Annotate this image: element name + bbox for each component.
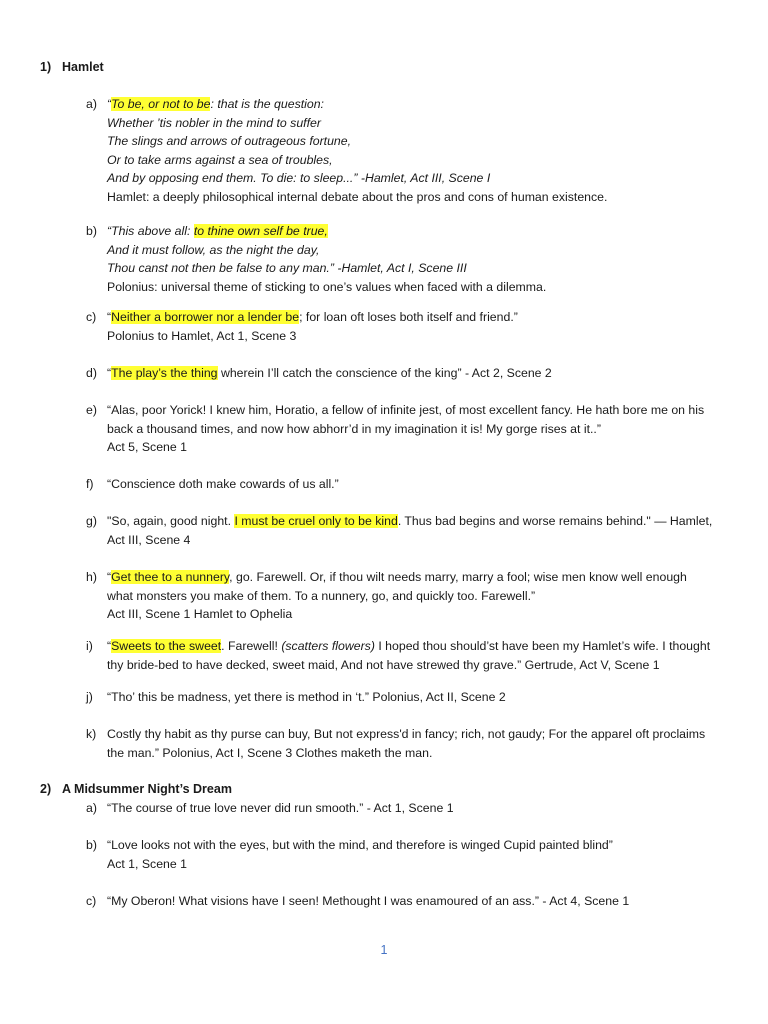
- text-segment: the man.” Polonius, Act I, Scene 3 Clothes maketh the man.: [107, 745, 433, 760]
- text-segment: “The course of true love never did run smooth.” - Act 1, Scene 1: [107, 801, 454, 815]
- quote-text: [107, 892, 732, 911]
- text-line: [107, 799, 732, 818]
- text-line: [107, 420, 732, 439]
- quote-text: [107, 364, 732, 383]
- text-segment: Act III, Scene 4: [107, 532, 191, 547]
- text-segment: (scatters flowers): [281, 639, 375, 653]
- text-line: [107, 688, 732, 707]
- quote-text: [107, 401, 732, 457]
- text-segment: And by opposing end them. To die: to sleep...” -Hamlet, Act III, Scene I: [107, 171, 491, 185]
- highlighted-phrase: Sweets to the sweet: [111, 639, 222, 653]
- text-segment: wherein I’ll catch the conscience of the king” - Act 2, Scene 2: [217, 366, 552, 380]
- text-line: [107, 308, 732, 327]
- text-segment: Hamlet: a deeply philosophical internal debate about the pros and cons of human existence.: [107, 189, 608, 204]
- section-title: Hamlet: [62, 60, 104, 74]
- text-segment: “Conscience doth make cowards of us all.”: [107, 477, 339, 491]
- item-label: g): [86, 514, 97, 528]
- text-line: [107, 587, 732, 606]
- text-segment: : that is the question:: [210, 97, 324, 111]
- text-segment: Or to take arms against a sea of troubles,: [107, 152, 333, 167]
- quote-item: [86, 364, 732, 383]
- text-segment: what monsters you make of them. To a nunnery, go, and quickly too. Farewell.”: [107, 588, 536, 603]
- item-label: a): [86, 801, 97, 815]
- item-label: d): [86, 366, 97, 380]
- text-line: [107, 95, 732, 114]
- section-title: A Midsummer Night’s Dream: [62, 782, 232, 796]
- text-line: [107, 892, 732, 911]
- highlighted-phrase: Neither a borrower nor a lender be: [111, 310, 300, 324]
- item-label: b): [86, 838, 97, 852]
- section-heading-hamlet: [40, 60, 104, 74]
- item-label: c): [86, 310, 97, 324]
- text-line: [107, 401, 732, 420]
- text-segment: thy bride-bed to have decked, sweet maid, And not have strewed thy grave.” Gertrude, Act V, Scene 1: [107, 657, 660, 672]
- text-line: [107, 512, 732, 531]
- page-number: 1: [380, 943, 388, 957]
- item-label: j): [86, 690, 93, 704]
- quote-text: [107, 637, 732, 674]
- text-segment: Polonius to Hamlet, Act 1, Scene 3: [107, 328, 297, 343]
- text-line: [107, 855, 732, 874]
- text-segment: “: [107, 570, 112, 584]
- text-segment: “Love looks not with the eyes, but with the mind, and therefore is winged Cupid painted blind”: [107, 838, 613, 852]
- text-line: [107, 836, 732, 855]
- quote-text: [107, 568, 732, 624]
- text-segment: “Tho’ this be madness, yet there is method in ‘t.” Polonius, Act II, Scene 2: [107, 690, 506, 704]
- text-segment: “My Oberon! What visions have I seen! Methought I was enamoured of an ass.” - Act 4, Scene 1: [107, 894, 630, 908]
- quote-text: [107, 688, 732, 707]
- quote-item: [86, 637, 732, 674]
- highlighted-phrase: Get thee to a nunnery: [111, 570, 230, 584]
- text-segment: . Farewell!: [221, 639, 282, 653]
- section-heading-midsummer: [40, 782, 232, 796]
- text-segment: “: [107, 97, 112, 111]
- quote-item: [86, 475, 732, 494]
- text-segment: “: [107, 639, 112, 653]
- quote-text: [107, 799, 732, 818]
- highlighted-phrase: I must be cruel only to be kind: [234, 514, 398, 528]
- text-segment: I hoped thou should’st have been my Hamlet’s wife. I thought: [374, 639, 711, 653]
- item-label: b): [86, 224, 97, 238]
- text-segment: . Thus bad begins and worse remains behind." — Hamlet,: [397, 514, 713, 528]
- text-line: [107, 278, 732, 297]
- text-line: [107, 531, 732, 550]
- text-segment: Act 1, Scene 1: [107, 856, 187, 871]
- item-label: h): [86, 570, 97, 584]
- text-line: [107, 744, 732, 763]
- quote-item: [86, 725, 732, 762]
- highlighted-phrase: to thine own self be true,: [193, 224, 328, 238]
- text-line: [107, 605, 732, 624]
- quote-item: [86, 799, 732, 818]
- text-segment: Costly thy habit as thy purse can buy, But not express'd in fancy; rich, not gaudy; For the apparel oft proclaims: [107, 727, 706, 741]
- item-label: a): [86, 97, 97, 111]
- section-number: 1): [40, 60, 52, 74]
- text-segment: Act III, Scene 1 Hamlet to Ophelia: [107, 607, 293, 621]
- text-segment: Act 5, Scene 1: [107, 440, 187, 454]
- quote-item: [86, 308, 732, 345]
- text-line: [107, 222, 732, 241]
- text-line: [107, 725, 732, 744]
- quote-text: [107, 95, 732, 206]
- quote-text: [107, 512, 732, 549]
- item-label: i): [86, 639, 93, 653]
- quote-item: [86, 892, 732, 911]
- text-segment: “: [107, 366, 112, 380]
- text-line: [107, 475, 732, 494]
- text-segment: Thou canst not then be false to any man.” -Hamlet, Act I, Scene III: [107, 261, 467, 275]
- text-line: [107, 132, 732, 151]
- item-label: k): [86, 727, 97, 741]
- text-line: [107, 114, 732, 133]
- text-line: [107, 259, 732, 278]
- quote-item: [86, 222, 732, 296]
- text-line: [107, 188, 732, 207]
- text-line: [107, 637, 732, 656]
- item-label: f): [86, 477, 94, 491]
- quote-text: [107, 836, 732, 873]
- quote-text: [107, 222, 732, 296]
- text-line: [107, 364, 732, 383]
- text-line: [107, 656, 732, 675]
- section-number: 2): [40, 782, 52, 796]
- text-line: [107, 241, 732, 260]
- quote-text: [107, 475, 732, 494]
- quote-item: [86, 568, 732, 624]
- text-segment: “Alas, poor Yorick! I knew him, Horatio, a fellow of infinite jest, of most excellent fancy. He hath bore me on his: [107, 403, 705, 417]
- text-segment: The slings and arrows of outrageous fortune,: [107, 134, 352, 148]
- text-segment: Whether ’tis nobler in the mind to suffer: [107, 115, 321, 130]
- quote-text: [107, 308, 732, 345]
- text-segment: "So, again, good night.: [107, 514, 235, 528]
- text-line: [107, 568, 732, 587]
- text-line: [107, 169, 732, 188]
- highlighted-phrase: To be, or not to be: [111, 97, 211, 111]
- text-segment: , go. Farewell. Or, if thou wilt needs marry, marry a fool; wise men know well enough: [229, 570, 687, 584]
- quote-item: [86, 836, 732, 873]
- quote-item: [86, 95, 732, 206]
- quote-item: [86, 512, 732, 549]
- item-label: c): [86, 894, 97, 908]
- highlighted-phrase: The play’s the thing: [111, 366, 218, 380]
- text-line: [107, 327, 732, 346]
- text-segment: And it must follow, as the night the day,: [107, 242, 320, 257]
- quote-text: [107, 725, 732, 762]
- text-segment: “: [107, 310, 112, 324]
- text-segment: back a thousand times, and now how abhorr’d in my imagination it is! My gorge rises at it..”: [107, 421, 601, 436]
- quote-item: [86, 688, 732, 707]
- item-label: e): [86, 403, 97, 417]
- text-segment: ; for loan oft loses both itself and friend.”: [299, 310, 518, 324]
- text-segment: “This above all:: [107, 224, 194, 238]
- text-line: [107, 151, 732, 170]
- text-line: [107, 438, 732, 457]
- text-segment: Polonius: universal theme of sticking to one’s values when faced with a dilemma.: [107, 279, 547, 294]
- quote-item: [86, 401, 732, 457]
